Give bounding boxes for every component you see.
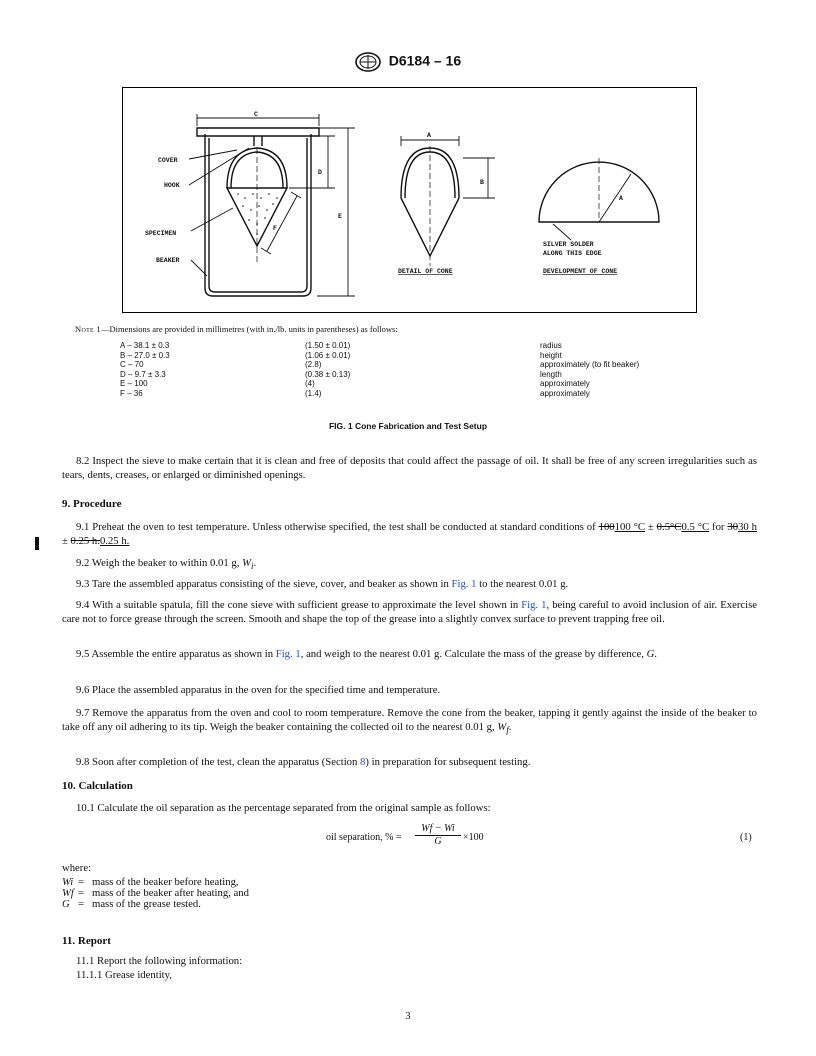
paragraph-9-7: 9.7 Remove the apparatus from the oven and cool to room temperature. Remove the cone from the beaker, tapping it gently against the inside of the beaker to take off any oil adhering to its tip. Weigh the beaker containing the collected oil to the nearest 0.01 g, $W_f$. (62, 707, 757, 735)
fig-1-link[interactable]: Fig. 1 (521, 599, 547, 611)
page-number: 3 (405, 1011, 411, 1022)
paragraph-9-3: 9.3 Tare the assembled apparatus consisting of the sieve, cover, and beaker as shown in Fig. 1 to the nearest 0.01 g. (76, 578, 569, 590)
change-bar (35, 537, 39, 550)
dimension-row: A – 38.1 ± 0.3 (1.50 ± 0.01) radius (120, 341, 562, 350)
paragraph-9-8: 9.8 Soon after completion of the test, clean the apparatus (Section 8) in preparation for subsequent testing. (76, 756, 531, 768)
section-10-heading: 10. Calculation (62, 780, 133, 792)
label-beaker: BEAKER (156, 257, 180, 264)
label-hook: HOOK (164, 182, 180, 189)
paragraph-11-1-1: 11.1.1 Grease identity, (76, 969, 172, 981)
definition-row: Wi = mass of the beaker before heating, (62, 876, 239, 888)
paragraph-9-2: 9.2 Weigh the beaker to within 0.01 g, $W_i$. (76, 557, 257, 572)
document-header (0, 52, 816, 72)
label-along-edge: ALONG THIS EDGE (543, 250, 602, 257)
equation-denominator: G (434, 836, 442, 847)
fig-1-link[interactable]: Fig. 1 (275, 648, 301, 660)
section-8-link[interactable]: 8 (360, 756, 366, 768)
dimension-row: B – 27.0 ± 0.3 (1.06 ± 0.01) height (120, 350, 562, 360)
paragraph-9-1: 9.1 Preheat the oven to test temperature. Unless otherwise specified, the test shall be conducted at standard conditions of 100100 °C ± 0.5°C0.5 °C for 3030 h ± 0.25 h.0.25 h. (62, 521, 758, 547)
dimensions-table (120, 341, 680, 399)
label-development-of-cone: DEVELOPMENT OF CONE (543, 268, 618, 275)
label-e: E (338, 213, 342, 220)
label-c: C (254, 111, 258, 118)
dimension-row: D – 9.7 ± 3.3 (0.38 ± 0.13) length (120, 369, 562, 379)
paragraph-9-6: 9.6 Place the assembled apparatus in the oven for the specified time and temperature. (76, 684, 441, 696)
label-specimen: SPECIMEN (145, 230, 177, 237)
label-silver-solder: SILVER SOLDER (543, 241, 594, 248)
figure-note (75, 324, 398, 334)
paragraph-8-2: 8.2 Inspect the sieve to make certain that it is clean and free of deposits that could affect the passage of oil. It shall be free of any screen irregularities such as tears, dents, creases, or enlarged or diminished openings. (62, 455, 757, 481)
section-11-heading: 11. Report (62, 935, 111, 947)
section-9-heading: 9. Procedure (62, 498, 122, 510)
designation: D6184 – 16 (388, 52, 462, 69)
paragraph-9-4: 9.4 With a suitable spatula, fill the cone sieve with sufficient grease to approximate the level shown in Fig. 1, being careful to avoid inclusion of air. Exercise care not to force grease through the screen. Smooth and shape the top of the grease into a slightly convex surface to prevent trapping free oil. (62, 599, 758, 625)
label-detail-of-cone: DETAIL OF CONE (398, 268, 453, 275)
note-text: —Dimensions are provided in millimetres (with in./lb. units in parentheses) as follows: (100, 324, 398, 334)
label-b: B (480, 179, 484, 186)
label-a: A (427, 132, 431, 139)
note-label: Note 1 (75, 324, 101, 334)
label-f: F (273, 225, 277, 232)
paragraph-11-1: 11.1 Report the following information: (76, 955, 243, 967)
label-a-radius: A (619, 195, 623, 202)
definition-row: Wf = mass of the beaker after heating, and (62, 887, 249, 900)
label-cover: COVER (158, 157, 178, 164)
paragraph-9-5: 9.5 Assemble the entire apparatus as shown in Fig. 1, and weigh to the nearest 0.01 g. Calculate the mass of the grease by difference, G. (76, 648, 657, 660)
figure-caption: FIG. 1 Cone Fabrication and Test Setup (328, 421, 488, 431)
definition-row: G = mass of the grease tested. (62, 898, 201, 911)
dimension-row: F – 36 (1.4) approximately (120, 388, 590, 398)
where-label: where: (62, 862, 92, 874)
dimension-row: E – 100 (4) approximately (120, 379, 590, 389)
equation-1 (0, 823, 816, 853)
label-d: D (318, 169, 322, 176)
figure-drawing (123, 88, 696, 312)
equation-rhs: ×100 (463, 832, 484, 843)
astm-logo-icon (355, 52, 381, 72)
equation-numerator: Wf − Wi (415, 823, 461, 836)
paragraph-10-1: 10.1 Calculate the oil separation as the percentage separated from the original sample as follows: (76, 802, 491, 814)
equation-lhs: oil separation, % = (326, 832, 402, 843)
fig-1-link[interactable]: Fig. 1 (451, 578, 477, 590)
equation-number: (1) (740, 832, 752, 843)
equation-fraction (415, 823, 461, 847)
figure-1 (122, 87, 697, 313)
where-definitions (62, 877, 562, 911)
dimension-row: C – 70 (2.8) approximately (to fit beaker) (120, 360, 640, 370)
